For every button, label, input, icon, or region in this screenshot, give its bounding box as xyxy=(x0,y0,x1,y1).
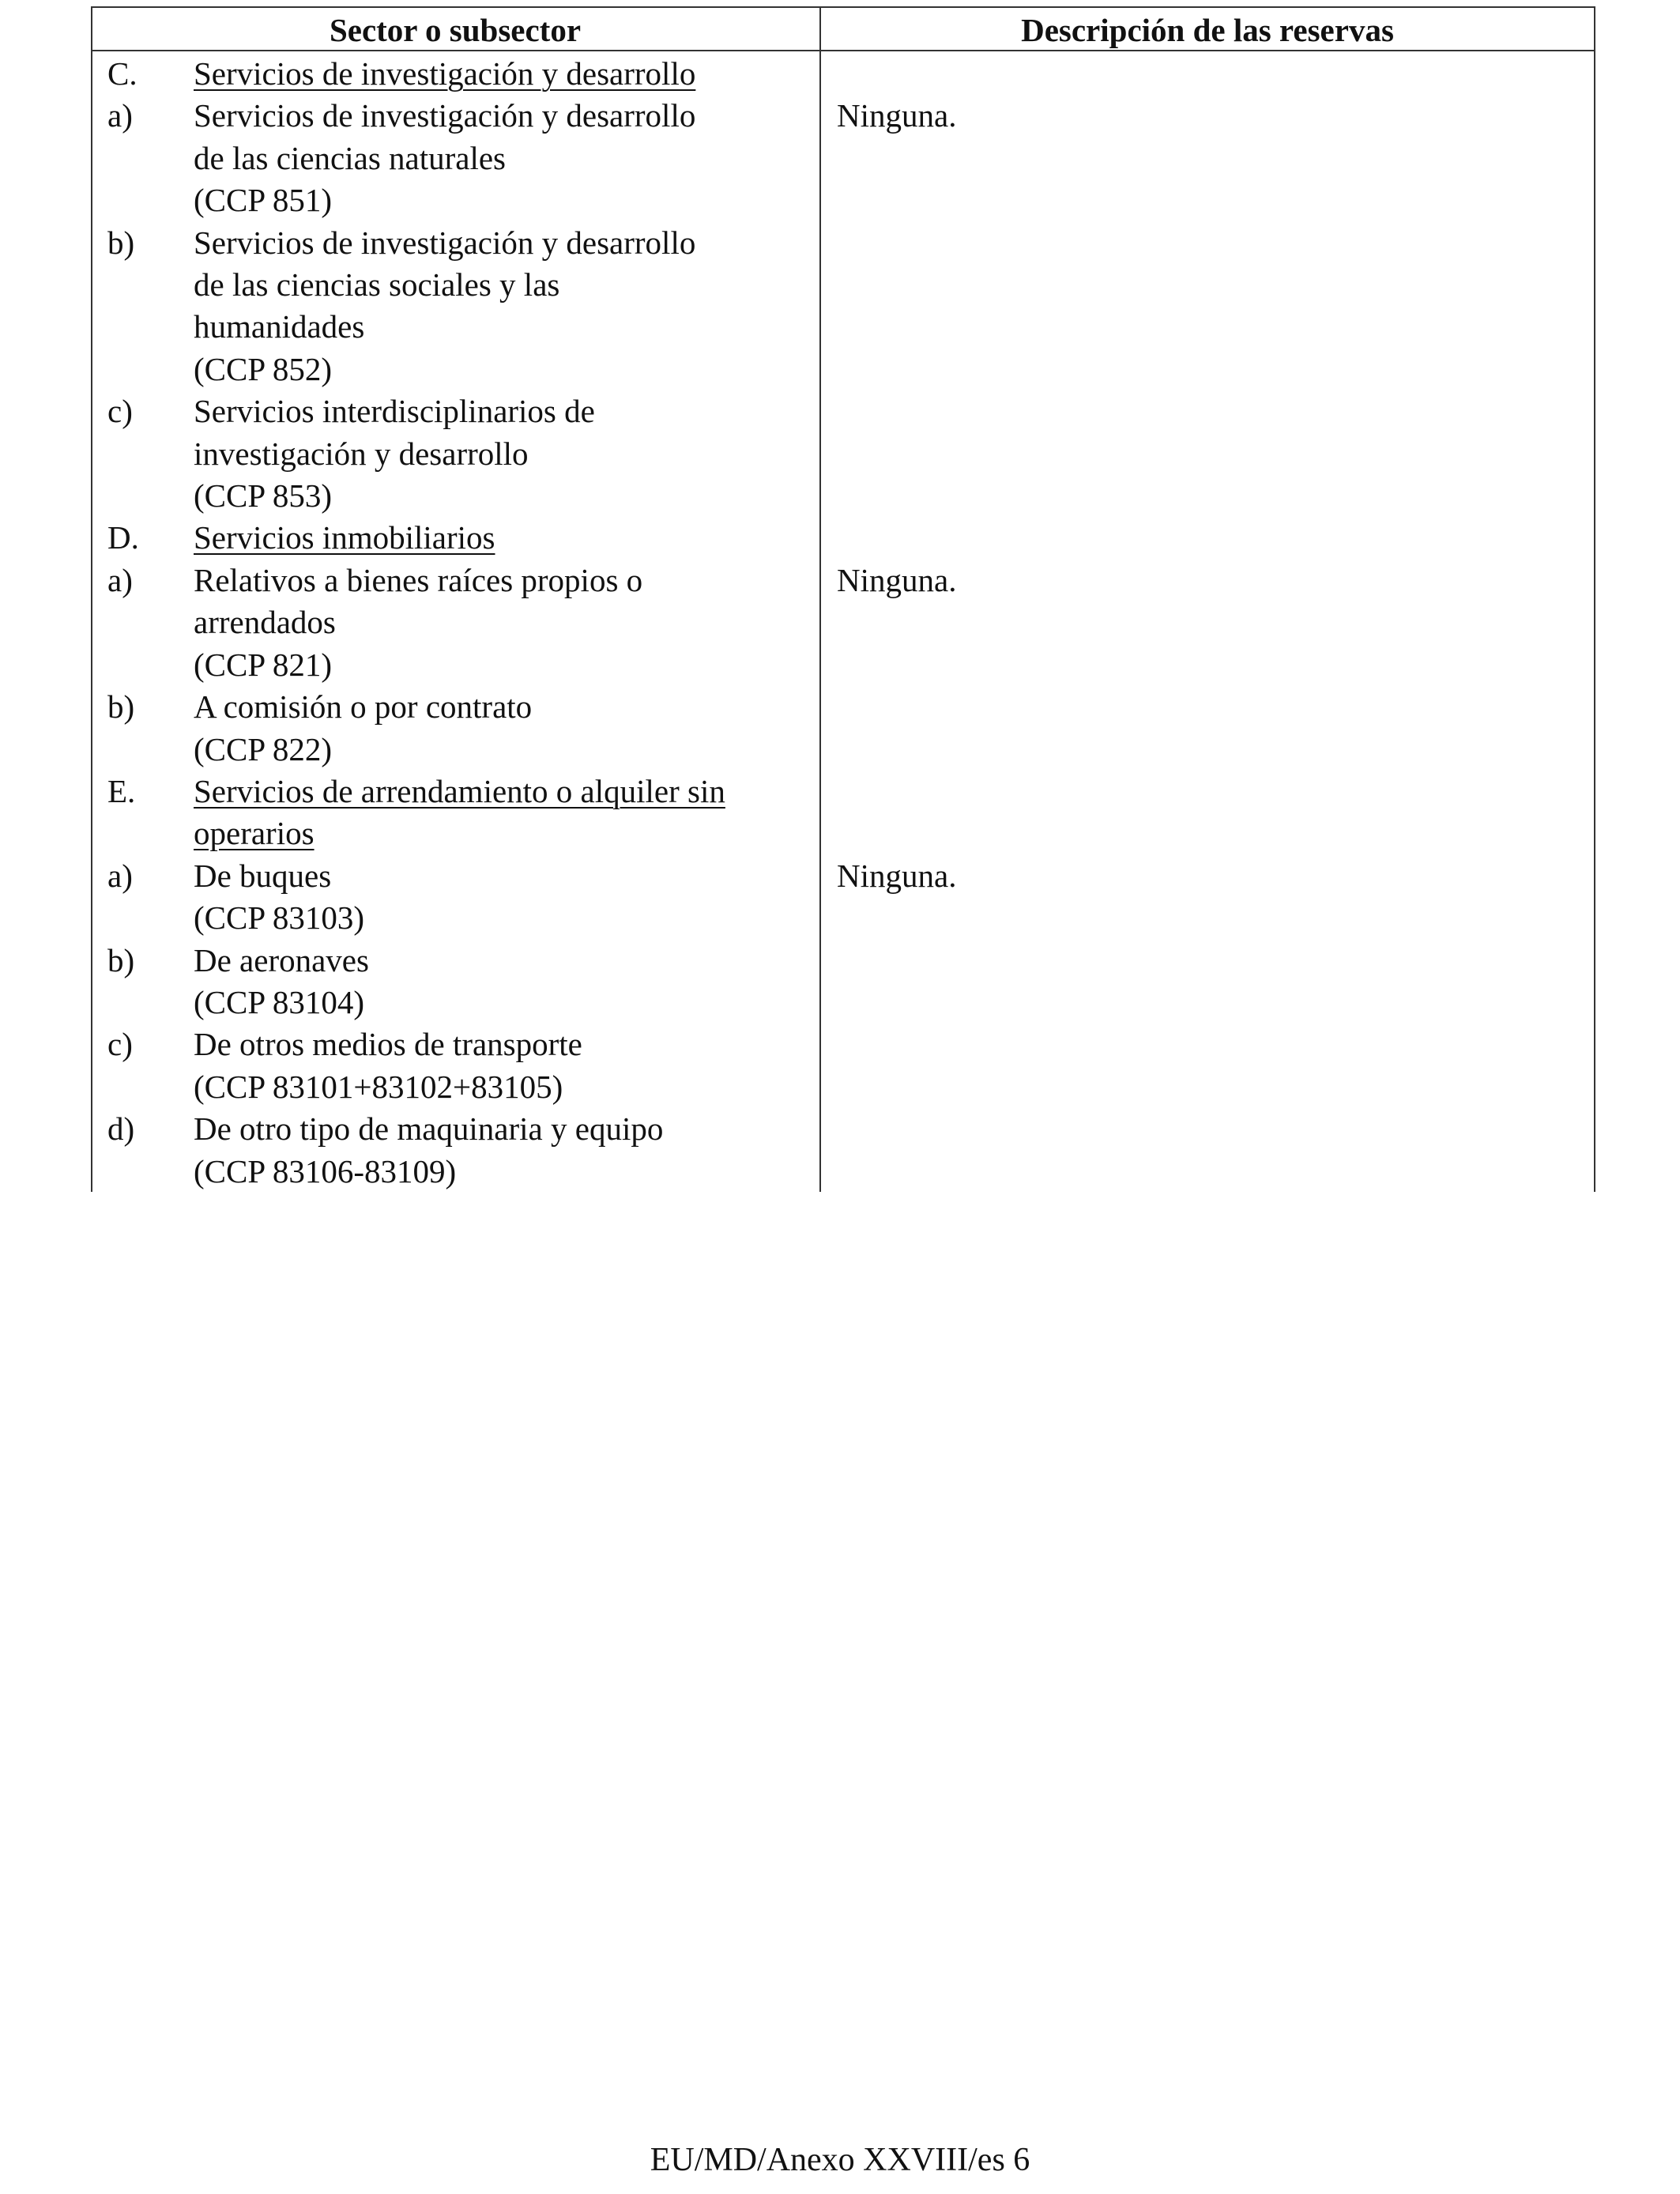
sector-text-line: (CCP 83106-83109) xyxy=(194,1152,457,1189)
sector-text-line: (CCP 83101+83102+83105) xyxy=(194,1068,563,1105)
sector-text xyxy=(194,1023,818,1108)
row-marker: a) xyxy=(107,857,133,894)
sector-text-line: Servicios de investigación y desarrollo xyxy=(194,97,696,134)
sector-text-line: (CCP 851) xyxy=(194,182,333,219)
sector-text xyxy=(194,517,818,559)
sector-text-line: humanidades xyxy=(194,308,365,345)
sector-text-line: (CCP 853) xyxy=(194,477,333,515)
sector-text xyxy=(194,855,818,940)
sector-text xyxy=(194,95,818,221)
sector-text-line: (CCP 822) xyxy=(194,730,333,767)
sector-text xyxy=(194,686,818,771)
sector-text-line: investigación y desarrollo xyxy=(194,435,529,472)
header-sector: Sector o subsector xyxy=(329,12,582,48)
table-row xyxy=(91,686,1595,771)
sector-text-line: De otro tipo de maquinaria y equipo xyxy=(194,1110,664,1148)
row-marker: b) xyxy=(107,941,135,978)
sector-text-line: A comisión o por contrato xyxy=(194,688,533,726)
sector-text xyxy=(194,560,818,686)
table-row xyxy=(91,1023,1595,1108)
sector-text-line: (CCP 83104) xyxy=(194,983,365,1020)
sector-text-line: Servicios interdisciplinarios de xyxy=(194,393,595,430)
sector-text xyxy=(194,390,818,517)
sector-text xyxy=(194,771,818,855)
table-row xyxy=(91,560,1595,686)
page-footer: EU/MD/Anexo XXVIII/es 6 xyxy=(650,2142,1030,2178)
row-marker: c) xyxy=(107,393,133,430)
table-row xyxy=(91,95,1595,221)
reservation-description: Ninguna. xyxy=(837,857,957,894)
row-marker: E. xyxy=(107,772,136,809)
sector-text-line: operarios xyxy=(194,815,315,852)
section-row xyxy=(91,771,1595,855)
header-description: Descripción de las reservas xyxy=(1021,12,1394,48)
sector-text-line: de las ciencias naturales xyxy=(194,139,507,176)
sector-text-line: Servicios de investigación y desarrollo xyxy=(194,55,696,92)
sector-text-line: De aeronaves xyxy=(194,941,369,978)
sector-text-line: (CCP 821) xyxy=(194,646,333,683)
sector-text-line: Servicios de arrendamiento o alquiler sin xyxy=(194,772,725,809)
sector-text-line: (CCP 83103) xyxy=(194,899,365,937)
row-marker: c) xyxy=(107,1026,133,1063)
row-marker: b) xyxy=(107,224,135,261)
sector-text xyxy=(194,940,818,1024)
row-marker: a) xyxy=(107,561,133,598)
row-marker: d) xyxy=(107,1110,135,1148)
sector-text-line: De buques xyxy=(194,857,332,894)
section-row xyxy=(91,517,1595,559)
sector-text xyxy=(194,1108,818,1193)
sector-text xyxy=(194,222,818,391)
section-row xyxy=(91,53,1595,95)
sector-text-line: Servicios inmobiliarios xyxy=(194,519,495,556)
sector-text xyxy=(194,53,818,95)
row-marker: D. xyxy=(107,519,139,556)
table-body xyxy=(91,53,1595,1193)
sector-text-line: de las ciencias sociales y las xyxy=(194,266,560,303)
reservation-description: Ninguna. xyxy=(837,97,957,134)
row-marker: C. xyxy=(107,55,137,92)
sector-text-line: arrendados xyxy=(194,604,336,641)
table-row xyxy=(91,222,1595,391)
table-row xyxy=(91,1108,1595,1193)
row-marker: b) xyxy=(107,688,135,726)
sector-text-line: Relativos a bienes raíces propios o xyxy=(194,561,643,598)
table-row xyxy=(91,940,1595,1024)
table-row xyxy=(91,855,1595,940)
sector-text-line: Servicios de investigación y desarrollo xyxy=(194,224,696,261)
sector-text-line: (CCP 852) xyxy=(194,350,333,387)
sector-text-line: De otros medios de transporte xyxy=(194,1026,582,1063)
row-marker: a) xyxy=(107,97,133,134)
table-top-border xyxy=(91,6,1595,8)
reservation-description: Ninguna. xyxy=(837,561,957,598)
table-row xyxy=(91,390,1595,517)
header-divider xyxy=(91,50,1595,51)
